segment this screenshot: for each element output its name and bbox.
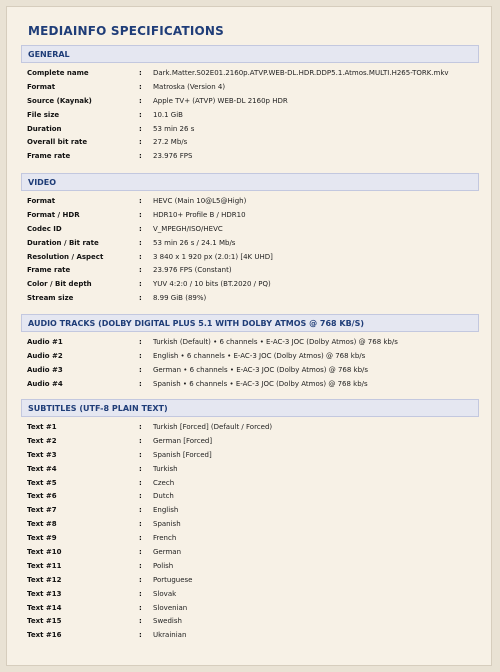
spec-separator: : (139, 351, 142, 360)
spec-row (21, 463, 479, 477)
spec-value: Swedish (153, 617, 182, 626)
spec-value: 23.976 FPS (Constant) (153, 266, 232, 275)
spec-row (21, 449, 479, 463)
spec-label: Format / HDR (27, 210, 80, 219)
spec-value: English (153, 506, 179, 515)
spec-value: Turkish (153, 464, 178, 473)
audio-rows (21, 336, 479, 392)
spec-value: Polish (153, 561, 174, 570)
spec-label: Text #3 (27, 450, 57, 459)
spec-value: HEVC (Main 10@L5@High) (153, 197, 247, 205)
spec-separator: : (139, 365, 142, 374)
spec-row (21, 109, 479, 123)
spec-value: YUV 4:2:0 / 10 bits (BT.2020 / PQ) (153, 280, 271, 289)
spec-separator: : (139, 631, 142, 640)
spec-label: Text #9 (27, 534, 57, 543)
audio-section (21, 314, 479, 392)
spec-separator: : (139, 492, 142, 501)
spec-separator: : (139, 138, 142, 147)
spec-value: Matroska (Version 4) (153, 82, 226, 91)
spec-value: Turkish [Forced] (Default / Forced) (153, 423, 273, 431)
spec-separator: : (139, 252, 142, 261)
spec-value: German • 6 channels • E-AC-3 JOC (Dolby Atmos) @ 768 kb/s (153, 365, 369, 374)
spec-value: Apple TV+ (ATVP) WEB-DL 2160p HDR (153, 96, 288, 105)
general-section (21, 45, 479, 164)
audio-section-header: AUDIO TRACKS (DOLBY DIGITAL PLUS 5.1 WITH DOLBY ATMOS @ 768 KB/S) (21, 314, 479, 332)
spec-row (21, 251, 479, 265)
spec-value: 3 840 x 1 920 px (2.0:1) [4K UHD] (153, 252, 273, 261)
spec-label: Format (27, 197, 56, 205)
spec-label: Audio #1 (27, 338, 63, 346)
spec-row (21, 292, 479, 306)
spec-separator: : (139, 575, 142, 584)
spec-row (21, 336, 479, 350)
spec-value: Ukrainian (153, 631, 187, 640)
spec-row (21, 477, 479, 491)
spec-label: Audio #2 (27, 351, 63, 360)
spec-label: Text #15 (27, 617, 62, 626)
spec-label: Text #7 (27, 506, 57, 515)
spec-separator: : (139, 266, 142, 275)
subtitles-section (21, 399, 479, 643)
spec-value: English • 6 channels • E-AC-3 JOC (Dolby Atmos) @ 768 kb/s (153, 351, 366, 360)
spec-row (21, 378, 479, 392)
spec-row (21, 67, 479, 81)
video-section (21, 173, 479, 306)
spec-separator: : (139, 338, 142, 346)
spec-row (21, 123, 479, 137)
spec-value: V_MPEGH/ISO/HEVC (153, 224, 223, 233)
spec-row (21, 195, 479, 209)
spec-row (21, 350, 479, 364)
spec-value: 27.2 Mb/s (153, 138, 188, 147)
spec-row (21, 237, 479, 251)
spec-label: Color / Bit depth (27, 280, 92, 289)
subtitles-section-header: SUBTITLES (UTF-8 PLAIN TEXT) (21, 399, 479, 417)
spec-row (21, 435, 479, 449)
spec-label: Audio #4 (27, 379, 63, 388)
spec-row (21, 150, 479, 164)
spec-row (21, 532, 479, 546)
spec-value: Spanish • 6 channels • E-AC-3 JOC (Dolby Atmos) @ 768 kb/s (153, 379, 368, 388)
spec-label: Codec ID (27, 224, 62, 233)
spec-label: Text #4 (27, 464, 57, 473)
spec-row (21, 615, 479, 629)
spec-separator: : (139, 450, 142, 459)
spec-separator: : (139, 124, 142, 133)
spec-separator: : (139, 379, 142, 388)
spec-separator: : (139, 238, 142, 247)
spec-row (21, 504, 479, 518)
spec-value: German [Forced] (153, 436, 213, 445)
spec-separator: : (139, 520, 142, 529)
spec-label: Text #14 (27, 603, 62, 612)
spec-row (21, 629, 479, 643)
spec-row (21, 546, 479, 560)
spec-label: Duration / Bit rate (27, 238, 99, 247)
spec-value: Slovak (153, 589, 177, 598)
spec-label: Text #8 (27, 520, 57, 529)
spec-separator: : (139, 589, 142, 598)
spec-separator: : (139, 478, 142, 487)
spec-row (21, 518, 479, 532)
spec-row (21, 588, 479, 602)
general-section-header: GENERAL (21, 45, 479, 63)
spec-value: 53 min 26 s (153, 124, 195, 133)
spec-label: Text #13 (27, 589, 62, 598)
spec-value: French (153, 534, 177, 543)
spec-label: Text #16 (27, 631, 62, 640)
specifications-card (6, 6, 492, 666)
spec-row (21, 421, 479, 435)
spec-row (21, 223, 479, 237)
spec-label: Frame rate (27, 152, 71, 161)
spec-value: Slovenian (153, 603, 188, 612)
spec-row (21, 136, 479, 150)
spec-label: Text #12 (27, 575, 62, 584)
spec-value: 23.976 FPS (153, 152, 193, 161)
spec-separator: : (139, 506, 142, 515)
spec-label: Frame rate (27, 266, 71, 275)
spec-value: 8.99 GiB (89%) (153, 294, 207, 303)
spec-row (21, 81, 479, 95)
spec-value: Spanish (153, 520, 181, 529)
spec-label: Text #1 (27, 423, 57, 431)
spec-label: Audio #3 (27, 365, 63, 374)
spec-separator: : (139, 617, 142, 626)
video-rows (21, 195, 479, 306)
spec-separator: : (139, 69, 142, 77)
video-section-header: VIDEO (21, 173, 479, 191)
spec-separator: : (139, 210, 142, 219)
spec-separator: : (139, 152, 142, 161)
spec-separator: : (139, 280, 142, 289)
spec-separator: : (139, 224, 142, 233)
spec-value: Dark.Matter.S02E01.2160p.ATVP.WEB-DL.HDR.DDP5.1.Atmos.MULTI.H265-TORK.mkv (153, 69, 449, 77)
spec-separator: : (139, 464, 142, 473)
spec-separator: : (139, 423, 142, 431)
spec-row (21, 264, 479, 278)
general-rows (21, 67, 479, 164)
spec-separator: : (139, 82, 142, 91)
spec-label: Text #6 (27, 492, 57, 501)
spec-label: Format (27, 82, 56, 91)
spec-label: Text #11 (27, 561, 62, 570)
page-title: MEDIAINFO SPECIFICATIONS (28, 24, 225, 38)
spec-row (21, 574, 479, 588)
spec-separator: : (139, 603, 142, 612)
spec-separator: : (139, 436, 142, 445)
spec-row (21, 602, 479, 616)
spec-label: Resolution / Aspect (27, 252, 104, 261)
spec-label: Complete name (27, 69, 89, 77)
spec-row (21, 209, 479, 223)
subtitles-rows (21, 421, 479, 643)
spec-row (21, 278, 479, 292)
spec-label: Overall bit rate (27, 138, 88, 147)
spec-value: HDR10+ Profile B / HDR10 (153, 210, 246, 219)
spec-row (21, 95, 479, 109)
spec-separator: : (139, 548, 142, 557)
spec-row (21, 364, 479, 378)
spec-label: Text #5 (27, 478, 57, 487)
spec-row (21, 560, 479, 574)
spec-value: Dutch (153, 492, 174, 501)
spec-separator: : (139, 110, 142, 119)
spec-label: Text #10 (27, 548, 62, 557)
spec-value: Spanish [Forced] (153, 450, 212, 459)
spec-value: Turkish (Default) • 6 channels • E-AC-3 JOC (Dolby Atmos) @ 768 kb/s (153, 338, 398, 346)
spec-value: German (153, 548, 182, 557)
spec-separator: : (139, 294, 142, 303)
spec-separator: : (139, 561, 142, 570)
spec-value: Portuguese (153, 575, 193, 584)
spec-label: Stream size (27, 294, 74, 303)
spec-value: 10.1 GiB (153, 110, 183, 119)
spec-label: Text #2 (27, 436, 57, 445)
spec-label: Source (Kaynak) (27, 96, 92, 105)
spec-value: 53 min 26 s / 24.1 Mb/s (153, 238, 236, 247)
spec-separator: : (139, 534, 142, 543)
spec-value: Czech (153, 478, 175, 487)
spec-row (21, 490, 479, 504)
spec-label: Duration (27, 124, 62, 133)
spec-label: File size (27, 110, 60, 119)
spec-separator: : (139, 96, 142, 105)
spec-separator: : (139, 197, 142, 205)
